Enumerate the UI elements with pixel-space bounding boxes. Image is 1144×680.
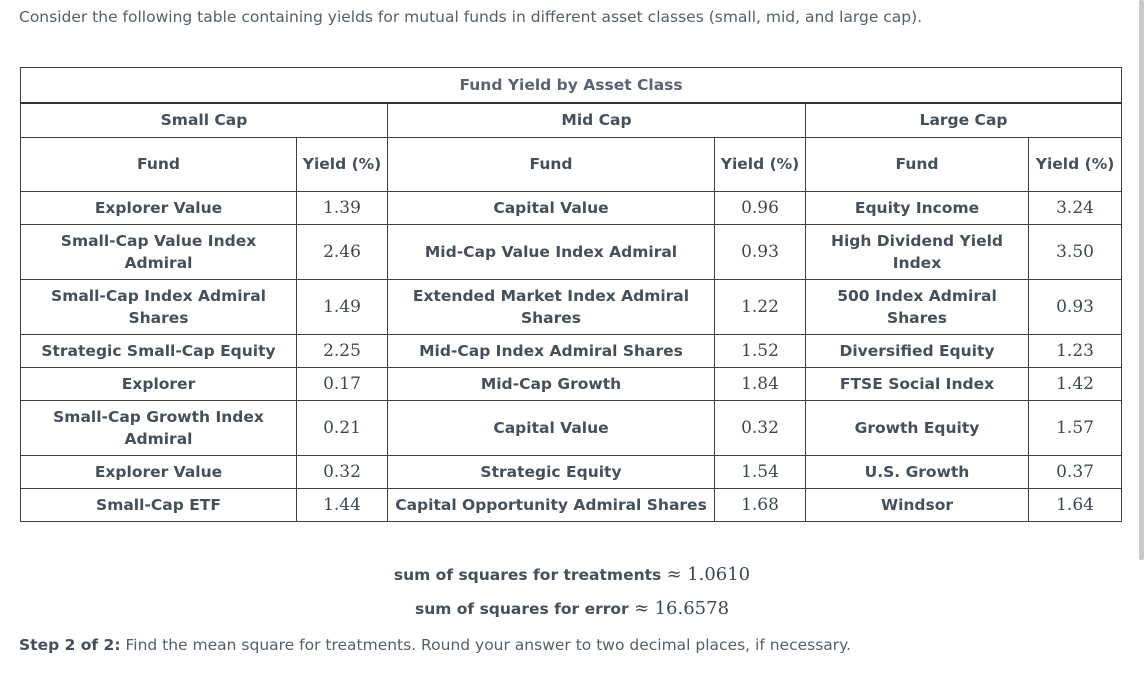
fund-cell: Small-Cap Value Index Admiral <box>21 224 297 279</box>
table-caption: Fund Yield by Asset Class <box>21 68 1122 104</box>
fund-header: Fund <box>806 137 1029 191</box>
yield-cell: 0.93 <box>1029 279 1122 334</box>
sum-of-squares-error <box>0 598 1144 619</box>
fund-cell: Windsor <box>806 488 1029 521</box>
group-header-small-cap: Small Cap <box>21 103 388 137</box>
yield-cell: 0.32 <box>297 455 388 488</box>
fund-cell: Capital Value <box>388 400 715 455</box>
yield-header: Yield (%) <box>1029 137 1122 191</box>
yield-cell: 0.93 <box>715 224 806 279</box>
fund-header: Fund <box>388 137 715 191</box>
yield-header: Yield (%) <box>715 137 806 191</box>
fund-cell: High Dividend Yield Index <box>806 224 1029 279</box>
yield-cell: 0.32 <box>715 400 806 455</box>
group-header-mid-cap: Mid Cap <box>388 103 806 137</box>
table-row <box>21 488 1122 521</box>
fund-cell: FTSE Social Index <box>806 367 1029 400</box>
fund-cell: Capital Opportunity Admiral Shares <box>388 488 715 521</box>
yield-cell: 3.24 <box>1029 191 1122 224</box>
yield-cell: 1.39 <box>297 191 388 224</box>
yield-cell: 0.96 <box>715 191 806 224</box>
fund-cell: Mid-Cap Index Admiral Shares <box>388 334 715 367</box>
fund-cell: U.S. Growth <box>806 455 1029 488</box>
step-label: Step 2 of 2: <box>19 636 121 654</box>
yield-cell: 1.64 <box>1029 488 1122 521</box>
fund-header: Fund <box>21 137 297 191</box>
yield-cell: 1.42 <box>1029 367 1122 400</box>
fund-cell: Growth Equity <box>806 400 1029 455</box>
fund-cell: Mid-Cap Value Index Admiral <box>388 224 715 279</box>
yield-cell: 0.21 <box>297 400 388 455</box>
yield-cell: 1.84 <box>715 367 806 400</box>
fund-cell: Diversified Equity <box>806 334 1029 367</box>
table-row <box>21 400 1122 455</box>
fund-cell: Extended Market Index Admiral Shares <box>388 279 715 334</box>
scrollbar[interactable] <box>1139 0 1144 560</box>
caption-row <box>21 68 1122 104</box>
approx-symbol: ≈ <box>634 598 650 619</box>
yield-cell: 3.50 <box>1029 224 1122 279</box>
yield-cell: 1.52 <box>715 334 806 367</box>
table-row <box>21 455 1122 488</box>
table-row <box>21 279 1122 334</box>
yield-cell: 1.57 <box>1029 400 1122 455</box>
yield-cell: 1.23 <box>1029 334 1122 367</box>
group-header-large-cap: Large Cap <box>806 103 1122 137</box>
fund-cell: Mid-Cap Growth <box>388 367 715 400</box>
step-instruction <box>19 636 851 654</box>
yield-cell: 1.22 <box>715 279 806 334</box>
table-row <box>21 224 1122 279</box>
treatments-label: sum of squares for treatments <box>393 566 662 584</box>
intro-text: Consider the following table containing yields for mutual funds in different asset classes (small, mid, and large cap). <box>19 8 923 26</box>
treatments-value: 1.0610 <box>687 564 751 585</box>
yield-header: Yield (%) <box>297 137 388 191</box>
error-value: 16.6578 <box>654 598 730 619</box>
fund-cell: Explorer Value <box>21 455 297 488</box>
fund-cell: Small-Cap Index Admiral Shares <box>21 279 297 334</box>
step-text: Find the mean square for treatments. Round your answer to two decimal places, if necessary. <box>125 636 852 654</box>
table-row <box>21 191 1122 224</box>
yield-cell: 1.49 <box>297 279 388 334</box>
yield-cell: 1.68 <box>715 488 806 521</box>
yield-cell: 0.17 <box>297 367 388 400</box>
fund-cell: Explorer <box>21 367 297 400</box>
fund-cell: 500 Index Admiral Shares <box>806 279 1029 334</box>
fund-cell: Strategic Equity <box>388 455 715 488</box>
table-row <box>21 334 1122 367</box>
fund-cell: Capital Value <box>388 191 715 224</box>
yield-cell: 1.44 <box>297 488 388 521</box>
yield-cell: 2.25 <box>297 334 388 367</box>
fund-yield-table <box>20 67 1122 522</box>
column-header-row <box>21 137 1122 191</box>
table-row <box>21 367 1122 400</box>
sum-of-squares-treatments <box>0 564 1144 585</box>
group-header-row <box>21 103 1122 137</box>
fund-cell: Explorer Value <box>21 191 297 224</box>
error-label: sum of squares for error <box>414 600 629 618</box>
yield-cell: 2.46 <box>297 224 388 279</box>
fund-cell: Small-Cap ETF <box>21 488 297 521</box>
yield-cell: 1.54 <box>715 455 806 488</box>
fund-cell: Equity Income <box>806 191 1029 224</box>
fund-cell: Strategic Small-Cap Equity <box>21 334 297 367</box>
yield-cell: 0.37 <box>1029 455 1122 488</box>
fund-cell: Small-Cap Growth Index Admiral <box>21 400 297 455</box>
approx-symbol: ≈ <box>666 564 682 585</box>
